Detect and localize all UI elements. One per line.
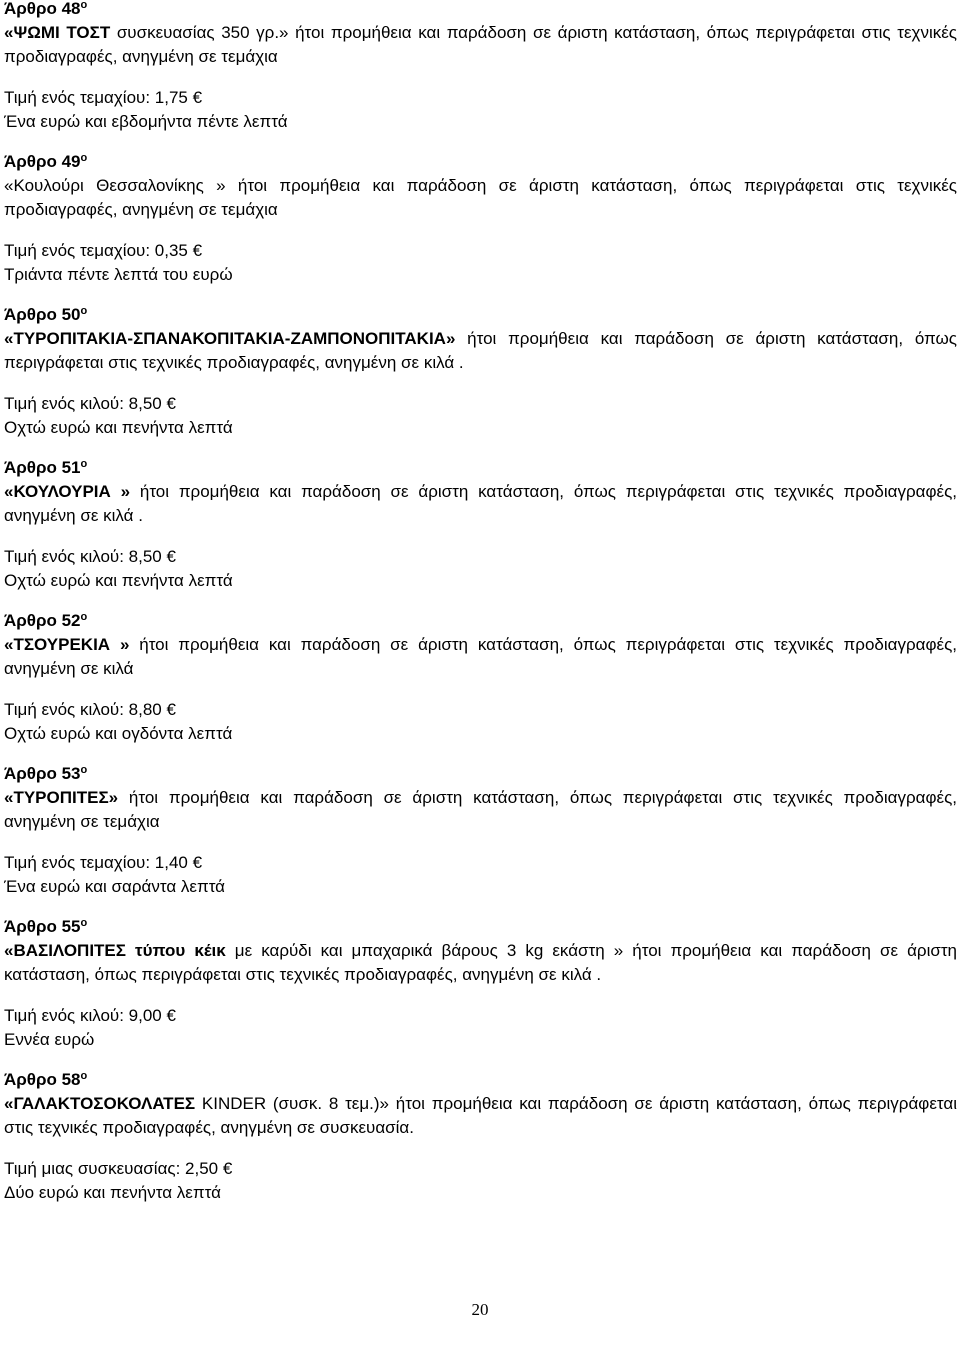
euro-icon: € <box>192 241 203 260</box>
price-words: Οχτώ ευρώ και πενήντα λεπτά <box>4 571 233 590</box>
euro-icon: € <box>166 700 176 719</box>
price-words: Ένα ευρώ και σαράντα λεπτά <box>4 877 225 896</box>
price-words: Δύο ευρώ και πενήντα λεπτά <box>4 1183 221 1202</box>
price-label: Τιμή ενός τεμαχίου: 0,35 € <box>4 241 203 260</box>
article-58 <box>4 1068 957 1205</box>
article-heading: Άρθρο $50^o$ <box>4 305 88 324</box>
article-description: «ΨΩΜΙ ΤΟΣΤ συσκευασίας 350 γρ.» ήτοι προμήθεια και παράδοση σε άριστη κατάσταση, όπως περιγράφεται στις τεχνικές προδιαγραφές, ανηγμένη σε τεμάχια <box>4 23 957 66</box>
article-49 <box>4 150 957 287</box>
euro-icon: € <box>222 1159 233 1178</box>
article-heading: Άρθρο $52^o$ <box>4 611 88 630</box>
euro-icon: € <box>166 394 176 413</box>
article-description: «ΤΣΟΥΡΕΚΙΑ » ήτοι προμήθεια και παράδοση σε άριστη κατάσταση, όπως περιγράφεται στις τεχνικές προδιαγραφές, ανηγμένη σε κιλά <box>4 635 957 678</box>
price-label: Τιμή μιας συσκευασίας: 2,50 € <box>4 1159 233 1178</box>
price-label: Τιμή ενός κιλού: 8,80 € <box>4 700 176 719</box>
article-53 <box>4 762 957 899</box>
article-heading: Άρθρο $48^o$ <box>4 0 88 18</box>
price-words: Τριάντα πέντε λεπτά του ευρώ <box>4 265 233 284</box>
article-heading: Άρθρο $53^o$ <box>4 764 88 783</box>
article-description: «ΚΟΥΛΟΥΡΙΑ » ήτοι προμήθεια και παράδοση σε άριστη κατάσταση, όπως περιγράφεται στις τεχνικές προδιαγραφές, ανηγμένη σε κιλά . <box>4 482 957 525</box>
price-words: Εννέα ευρώ <box>4 1030 95 1049</box>
price-words: Ένα ευρώ και εβδομήντα πέντε λεπτά <box>4 112 288 131</box>
article-55 <box>4 915 957 1052</box>
price-words: Οχτώ ευρώ και ογδόντα λεπτά <box>4 724 233 743</box>
article-50 <box>4 303 957 440</box>
article-description: «ΤΥΡΟΠΙΤΕΣ» ήτοι προμήθεια και παράδοση σε άριστη κατάσταση, όπως περιγράφεται στις τεχνικές προδιαγραφές, ανηγμένη σε τεμάχια <box>4 788 957 831</box>
price-label: Τιμή ενός κιλού: 8,50 € <box>4 394 176 413</box>
price-label: Τιμή ενός τεμαχίου: 1,75 € <box>4 88 203 107</box>
article-description: «ΤΥΡΟΠΙΤΑΚΙΑ-ΣΠΑΝΑΚΟΠΙΤΑΚΙΑ-ΖΑΜΠΟΝΟΠΙΤΑΚΙΑ» ήτοι προμήθεια και παράδοση σε άριστη κατάσταση, όπως περιγράφεται στις τεχνικές προδιαγραφές, ανηγμένη σε κιλά . <box>4 329 957 372</box>
price-label: Τιμή ενός κιλού: 9,00 € <box>4 1006 176 1025</box>
euro-icon: € <box>166 547 176 566</box>
price-label: Τιμή ενός τεμαχίου: 1,40 € <box>4 853 203 872</box>
euro-icon: € <box>192 88 203 107</box>
price-words: Οχτώ ευρώ και πενήντα λεπτά <box>4 418 233 437</box>
price-label: Τιμή ενός κιλού: 8,50 € <box>4 547 176 566</box>
article-heading: Άρθρο $58^o$ <box>4 1070 88 1089</box>
article-description: «ΓΑΛΑΚΤΟΣΟΚΟΛΑΤΕΣ KINDER (συσκ. 8 τεμ.)» ήτοι προμήθεια και παράδοση σε άριστη κατάσταση, όπως περιγράφεται στις τεχνικές προδιαγραφές, ανηγμένη σε συσκευασία. <box>4 1094 957 1137</box>
article-48 <box>4 0 957 134</box>
page-number: 20 <box>471 1300 489 1319</box>
article-description: «ΒΑΣΙΛΟΠΙΤΕΣ τύπου κέικ με καρύδι και μπαχαρικά βάρους 3 kg εκάστη » ήτοι προμήθεια και παράδοση σε άριστη κατάσταση, όπως περιγράφεται στις τεχνικές προδιαγραφές, ανηγμένη σε κιλά . <box>4 941 958 984</box>
article-heading: Άρθρο $49^o$ <box>4 152 88 171</box>
article-description: «Κουλούρι Θεσσαλονίκης » ήτοι προμήθεια και παράδοση σε άριστη κατάσταση, όπως περιγράφεται στις τεχνικές προδιαγραφές, ανηγμένη σε τεμάχια <box>4 176 957 219</box>
euro-icon: € <box>192 853 203 872</box>
euro-icon: € <box>166 1006 176 1025</box>
article-heading: Άρθρο $55^o$ <box>4 917 88 936</box>
article-heading: Άρθρο $51^o$ <box>4 458 88 477</box>
document-page <box>4 0 957 1205</box>
article-51 <box>4 456 957 593</box>
article-52 <box>4 609 957 746</box>
